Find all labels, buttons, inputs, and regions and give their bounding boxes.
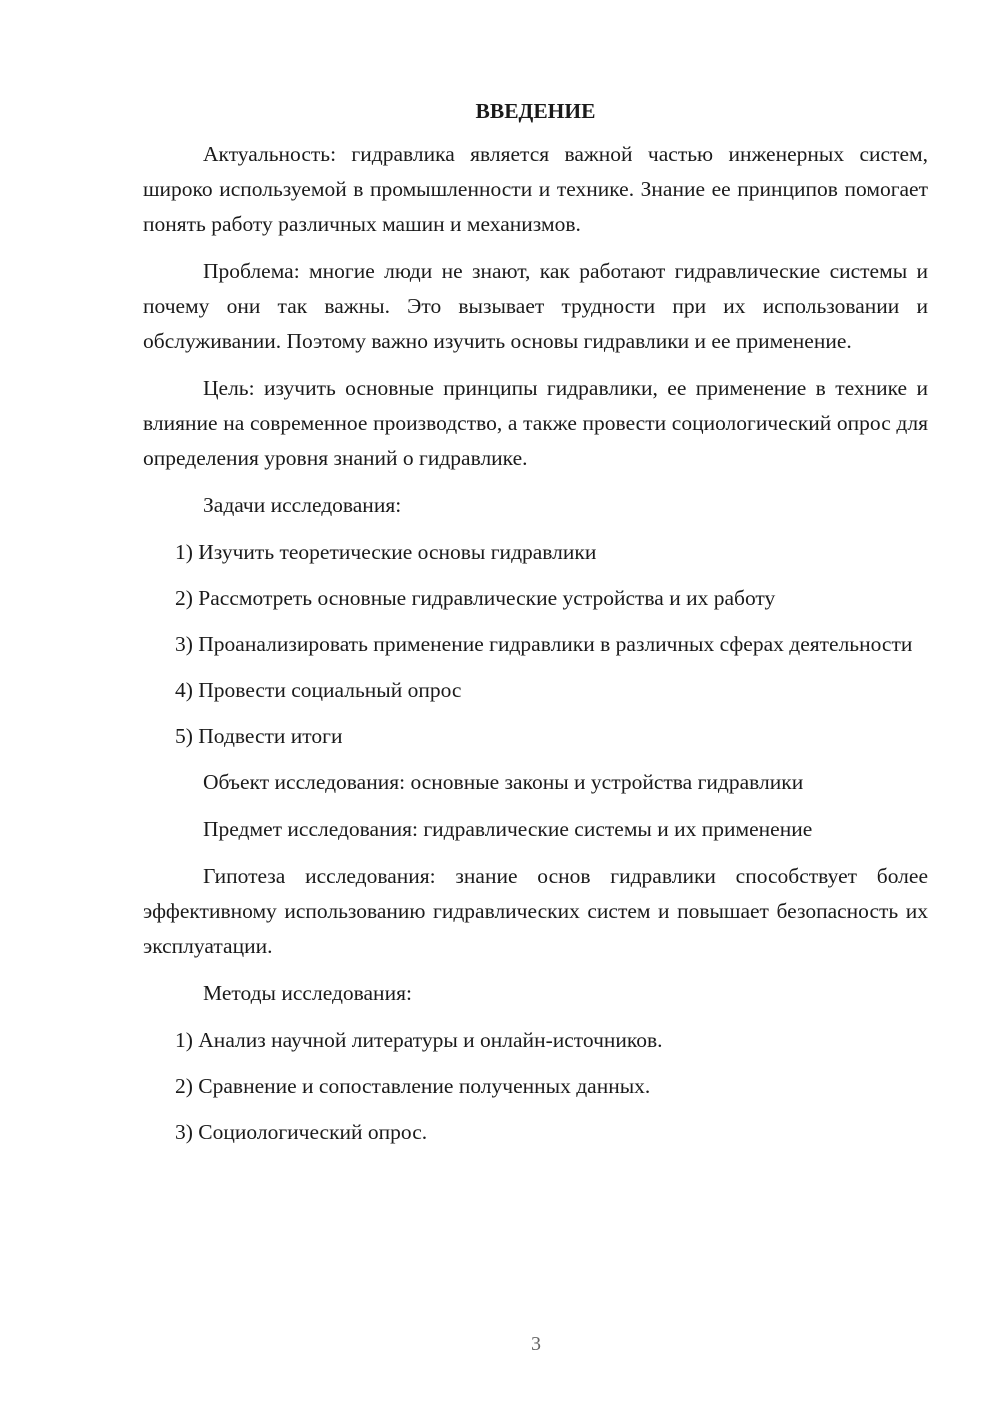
methods-list xyxy=(143,1023,928,1150)
goal-paragraph: Цель: изучить основные принципы гидравлики, ее применение в технике и влияние на современное производство, а также провести социологический опрос для определения уровня знаний о гидравлике. xyxy=(143,376,928,470)
document-body xyxy=(143,97,928,1161)
object-paragraph: Объект исследования: основные законы и устройства гидравлики xyxy=(203,770,804,794)
method-item: 3) Социологический опрос. xyxy=(175,1120,428,1144)
hypothesis-paragraph: Гипотеза исследования: знание основ гидравлики способствует более эффективному использованию гидравлических систем и повышает безопасность их эксплуатации. xyxy=(143,864,928,958)
task-item: 5) Подвести итоги xyxy=(175,724,343,748)
methods-heading: Методы исследования: xyxy=(203,981,412,1005)
task-item: 4) Провести социальный опрос xyxy=(175,678,462,702)
relevance-paragraph: Актуальность: гидравлика является важной частью инженерных систем, широко используемой в промышленности и технике. Знание ее принципов помогает понять работу различных машин и механизмов. xyxy=(143,142,928,236)
page-number: 3 xyxy=(531,1333,541,1355)
subject-paragraph: Предмет исследования: гидравлические системы и их применение xyxy=(203,817,813,841)
method-item: 1) Анализ научной литературы и онлайн-источников. xyxy=(175,1028,663,1052)
task-item: 3) Проанализировать применение гидравлики в различных сферах деятельности xyxy=(175,632,913,656)
tasks-heading: Задачи исследования: xyxy=(203,493,402,517)
task-item: 2) Рассмотреть основные гидравлические устройства и их работу xyxy=(175,586,776,610)
tasks-list xyxy=(143,535,928,754)
problem-paragraph: Проблема: многие люди не знают, как работают гидравлические системы и почему они так важны. Это вызывает трудности при их использовании и обслуживании. Поэтому важно изучить основы гидравлики и ее применение. xyxy=(143,259,928,353)
page-title: ВВЕДЕНИЕ xyxy=(475,99,596,123)
task-item: 1) Изучить теоретические основы гидравлики xyxy=(175,540,597,564)
method-item: 2) Сравнение и сопоставление полученных данных. xyxy=(175,1074,651,1098)
